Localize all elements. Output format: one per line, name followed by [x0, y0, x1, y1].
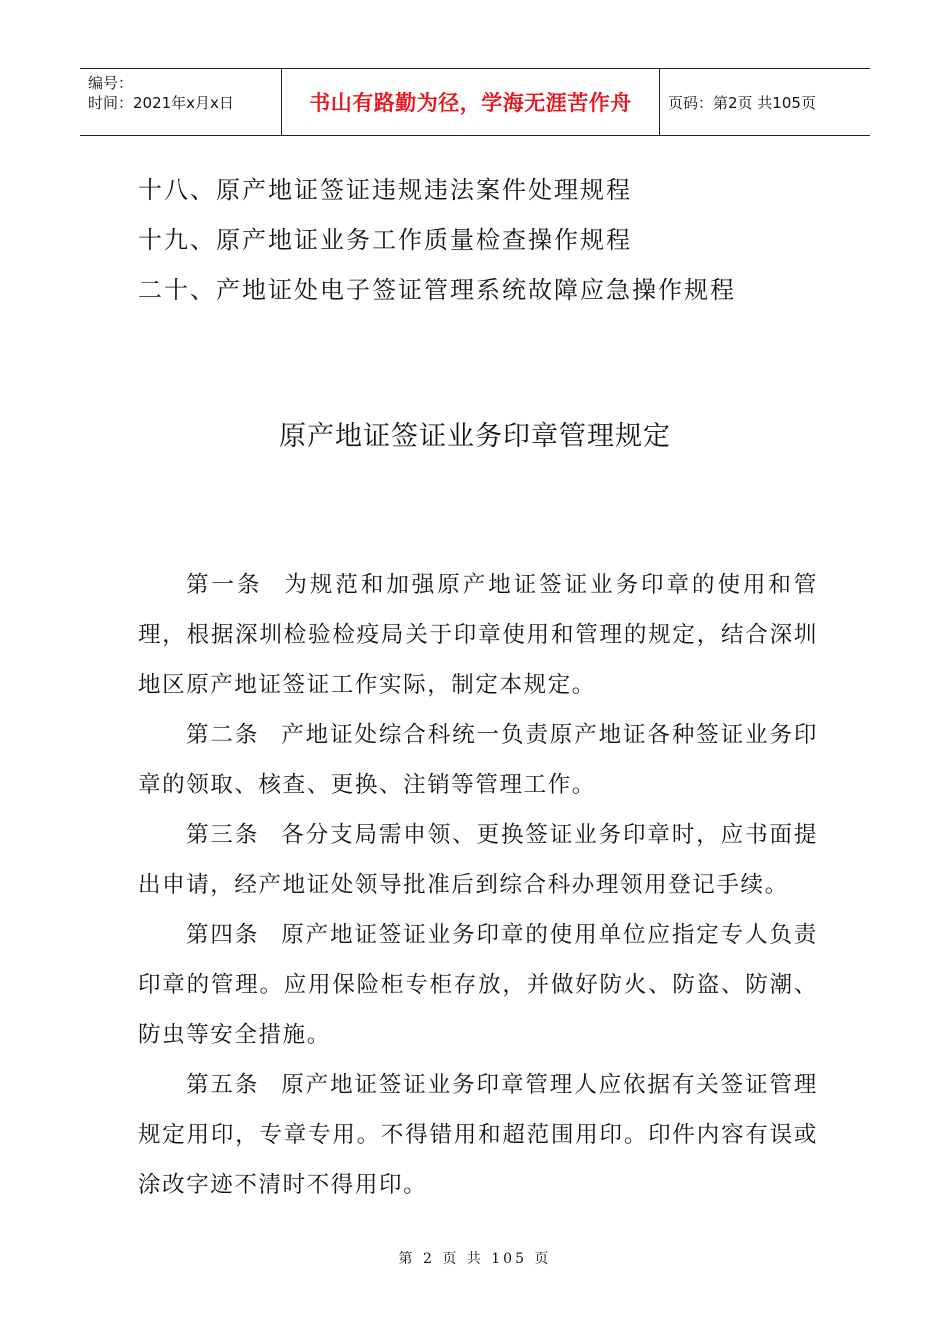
header-motto-cell	[282, 69, 660, 135]
toc-item-19: 十九、原产地证业务工作质量检查操作规程	[138, 226, 632, 254]
article-text: 为规范和加强原产地证签证业务印章的使用和管理，根据深圳检验检疫局关于印章使用和管理的规定，结合深圳地区原产地证签证工作实际，制定本规定。	[138, 572, 818, 698]
article-label: 第一条	[186, 572, 263, 598]
page-info-text: 页码：第2页 共105页	[668, 93, 816, 112]
article-2	[138, 710, 818, 810]
toc-item-18: 十八、原产地证签证违规违法案件处理规程	[138, 176, 632, 204]
toc-item-20: 二十、产地证处电子签证管理系统故障应急操作规程	[138, 276, 736, 304]
article-1	[138, 560, 818, 710]
number-label: 编号：	[88, 74, 134, 92]
article-label: 第二条	[186, 722, 260, 748]
article-4	[138, 910, 818, 1060]
page-header	[80, 68, 870, 136]
article-5	[138, 1060, 818, 1210]
article-text: 原产地证签证业务印章管理人应依据有关签证管理规定用印，专章专用。不得错用和超范围用印。印件内容有误或涂改字迹不清时不得用印。	[138, 1072, 818, 1198]
header-page-info	[660, 69, 870, 135]
time-label: 时间：2021年x月x日	[88, 94, 234, 112]
header-meta	[80, 69, 282, 135]
article-label: 第三条	[186, 822, 260, 848]
motto-text: 书山有路勤为径，学海无涯苦作舟	[309, 91, 632, 115]
article-label: 第四条	[186, 922, 260, 948]
page-footer: 第 2 页 共 105 页	[398, 1251, 552, 1267]
article-text: 各分支局需申领、更换签证业务印章时，应书面提出申请，经产地证处领导批准后到综合科办理领用登记手续。	[138, 822, 818, 898]
article-text: 原产地证签证业务印章的使用单位应指定专人负责印章的管理。应用保险柜专柜存放，并做好防火、防盗、防潮、防虫等安全措施。	[138, 922, 818, 1048]
article-text: 产地证处综合科统一负责原产地证各种签证业务印章的领取、核查、更换、注销等管理工作。	[138, 722, 818, 798]
article-3	[138, 810, 818, 910]
document-title: 原产地证签证业务印章管理规定	[279, 421, 671, 452]
article-label: 第五条	[186, 1072, 260, 1098]
